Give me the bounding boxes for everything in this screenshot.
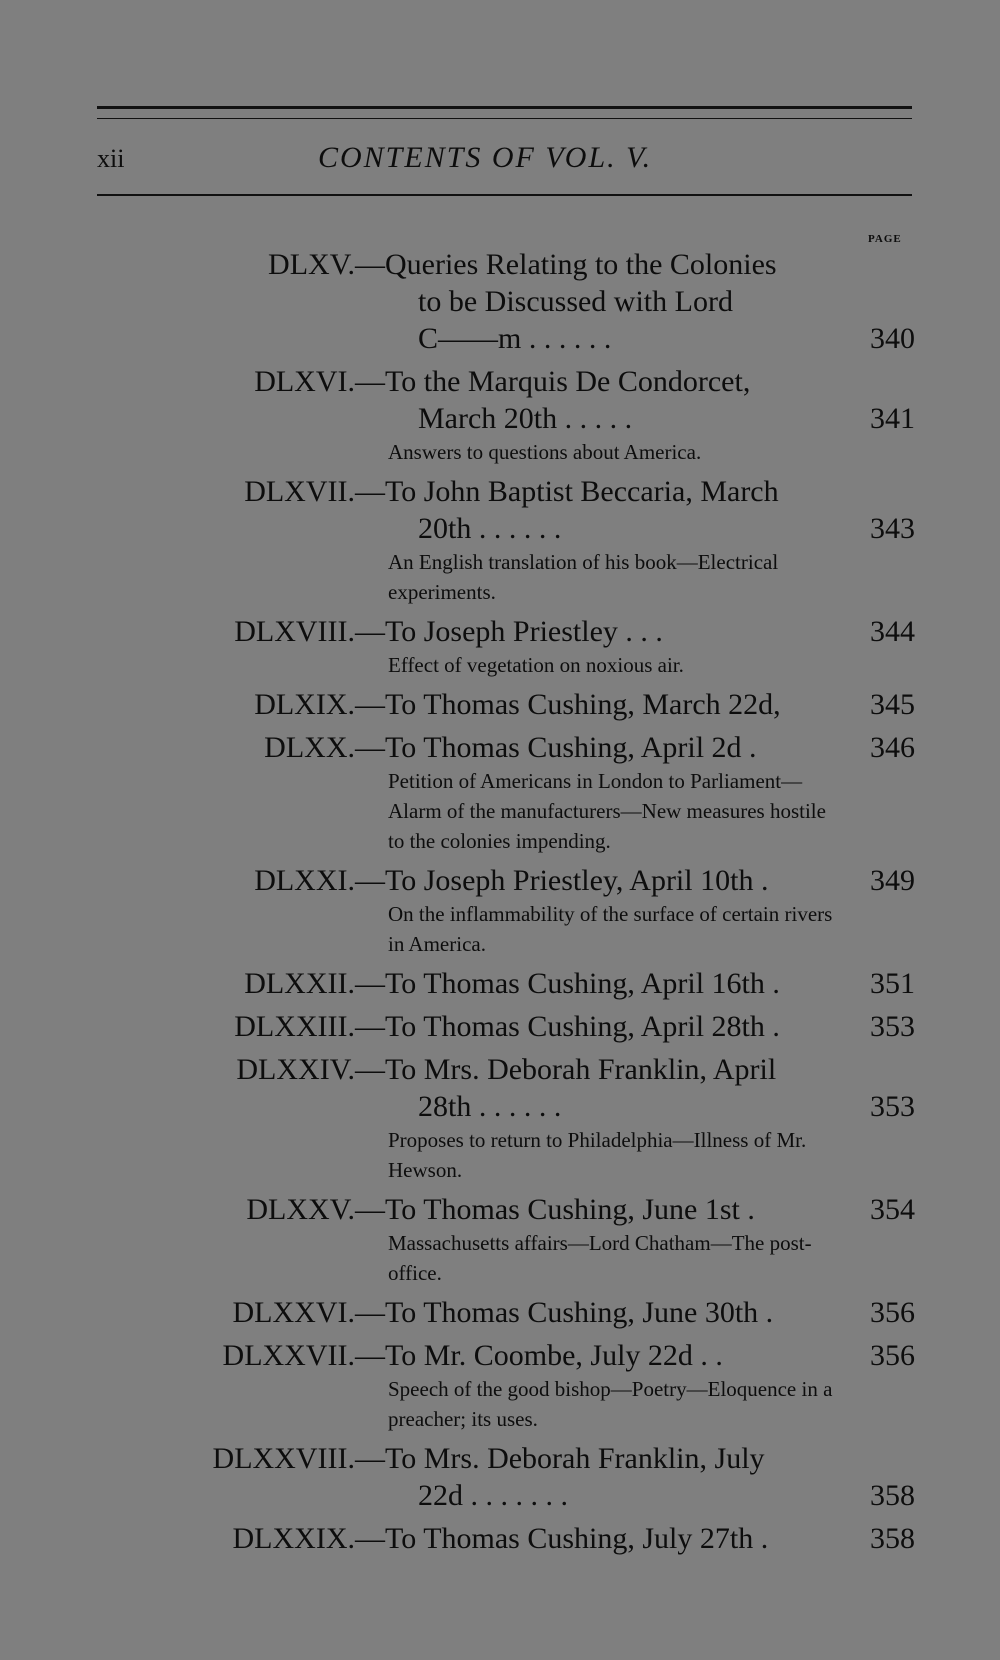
letter-title: —To Thomas Cushing, April 2d . <box>355 731 757 764</box>
letter-summary: An English translation of his book—Electrical experiments. <box>388 550 779 604</box>
letter-numeral: DLXXVI. <box>232 1296 355 1329</box>
toc-entry <box>0 1337 1000 1440</box>
page-ref: 356 <box>870 1339 915 1372</box>
letter-numeral: DLXVI. <box>254 365 355 398</box>
letter-numeral: DLXX. <box>264 731 355 764</box>
toc-entry-line <box>0 1008 1000 1045</box>
letter-summary: Proposes to return to Philadelphia—Illness of Mr. Hewson. <box>388 1128 807 1182</box>
toc-entry <box>0 1008 1000 1051</box>
letter-title: —To Thomas Cushing, March 22d, <box>355 688 781 721</box>
page-ref: 346 <box>870 731 915 764</box>
page-ref: 356 <box>870 1296 915 1329</box>
toc-entry-line <box>0 400 1000 437</box>
table-of-contents <box>0 246 1000 1563</box>
toc-entry-line <box>0 1191 1000 1228</box>
page-ref: 351 <box>870 967 915 1000</box>
running-title: CONTENTS OF VOL. V. <box>318 141 653 174</box>
toc-entry-line <box>0 1051 1000 1088</box>
letter-summary: On the inflammability of the surface of certain rivers in America. <box>388 902 833 956</box>
letter-numeral: DLXXIX. <box>232 1522 355 1555</box>
letter-title: —To Mr. Coombe, July 22d . . <box>355 1339 723 1372</box>
page-column-label: PAGE <box>868 233 902 245</box>
letter-title: —To the Marquis De Condorcet, <box>355 365 751 398</box>
toc-entry <box>0 686 1000 729</box>
toc-entry <box>0 1440 1000 1520</box>
letter-summary: Answers to questions about America. <box>388 440 702 464</box>
letter-numeral: DLXXIV. <box>236 1053 355 1086</box>
letter-numeral: DLXVIII. <box>234 615 355 648</box>
toc-entry-line <box>0 1088 1000 1125</box>
letter-title: 20th . . . . . . <box>418 512 562 545</box>
letter-numeral: DLXXVII. <box>222 1339 355 1372</box>
letter-title: —To Thomas Cushing, April 28th . <box>355 1010 780 1043</box>
page-ref: 358 <box>870 1479 915 1512</box>
toc-entry-line <box>0 320 1000 357</box>
toc-entry-line <box>0 1440 1000 1477</box>
toc-entry-line <box>0 1294 1000 1331</box>
toc-entry-line <box>0 965 1000 1002</box>
toc-entry <box>0 1191 1000 1294</box>
letter-title: —To Thomas Cushing, April 16th . <box>355 967 780 1000</box>
letter-title: —To Joseph Priestley . . . <box>355 615 663 648</box>
header-rule <box>97 194 912 196</box>
toc-entry <box>0 729 1000 862</box>
letter-title: C——m . . . . . . <box>418 322 612 355</box>
letter-title: —To Mrs. Deborah Franklin, April <box>355 1053 777 1086</box>
toc-entry-line <box>0 1477 1000 1514</box>
letter-title: 28th . . . . . . <box>418 1090 562 1123</box>
letter-title: —To Mrs. Deborah Franklin, July <box>355 1442 765 1475</box>
letter-numeral: DLXXV. <box>246 1193 355 1226</box>
toc-entry-line <box>0 510 1000 547</box>
letter-title: to be Discussed with Lord <box>418 285 733 318</box>
page-ref: 354 <box>870 1193 915 1226</box>
letter-title: —To Thomas Cushing, July 27th . <box>355 1522 769 1555</box>
toc-entry <box>0 1294 1000 1337</box>
toc-entry-line <box>0 363 1000 400</box>
letter-title: —To Thomas Cushing, June 30th . <box>355 1296 774 1329</box>
letter-numeral: DLXXIII. <box>234 1010 355 1043</box>
toc-entry-line <box>0 862 1000 899</box>
letter-numeral: DLXXVIII. <box>212 1442 355 1475</box>
letter-title: —Queries Relating to the Colonies <box>355 248 777 281</box>
letter-numeral: DLXV. <box>268 248 355 281</box>
top-rule-thin <box>97 118 912 119</box>
page-ref: 345 <box>870 688 915 721</box>
page-ref: 349 <box>870 864 915 897</box>
page-ref: 358 <box>870 1522 915 1555</box>
toc-entry <box>0 613 1000 686</box>
letter-summary: Petition of Americans in London to Parliament—Alarm of the manufacturers—New measures hostile to the colonies impending. <box>388 769 826 853</box>
toc-entry-line <box>0 473 1000 510</box>
letter-title: —To John Baptist Beccaria, March <box>355 475 779 508</box>
letter-title: 22d . . . . . . . <box>418 1479 568 1512</box>
toc-entry-line <box>0 729 1000 766</box>
letter-numeral: DLXIX. <box>254 688 355 721</box>
toc-entry-line <box>0 1520 1000 1557</box>
toc-entry-line <box>0 613 1000 650</box>
page-ref: 340 <box>870 322 915 355</box>
letter-numeral: DLXXII. <box>244 967 355 1000</box>
page-ref: 343 <box>870 512 915 545</box>
top-rule <box>97 106 912 109</box>
toc-entry <box>0 862 1000 965</box>
toc-entry <box>0 246 1000 363</box>
page-ref: 344 <box>870 615 915 648</box>
toc-entry <box>0 473 1000 613</box>
letter-summary: Speech of the good bishop—Poetry—Eloquence in a preacher; its uses. <box>388 1377 833 1431</box>
toc-entry <box>0 1520 1000 1563</box>
letter-summary: Massachusetts affairs—Lord Chatham—The post-office. <box>388 1231 812 1285</box>
toc-entry <box>0 1051 1000 1191</box>
toc-entry-line <box>0 283 1000 320</box>
letter-title: March 20th . . . . . <box>418 402 633 435</box>
page-ref: 341 <box>870 402 915 435</box>
toc-entry-line <box>0 1337 1000 1374</box>
page-ref: 353 <box>870 1010 915 1043</box>
letter-summary: Effect of vegetation on noxious air. <box>388 653 684 677</box>
letter-numeral: DLXVII. <box>244 475 355 508</box>
toc-entry-line <box>0 686 1000 723</box>
toc-entry <box>0 965 1000 1008</box>
toc-entry-line <box>0 246 1000 283</box>
letter-title: —To Thomas Cushing, June 1st . <box>355 1193 755 1226</box>
toc-entry <box>0 363 1000 473</box>
page-number: xii <box>97 144 125 173</box>
letter-numeral: DLXXI. <box>254 864 355 897</box>
letter-title: —To Joseph Priestley, April 10th . <box>355 864 769 897</box>
page-ref: 353 <box>870 1090 915 1123</box>
